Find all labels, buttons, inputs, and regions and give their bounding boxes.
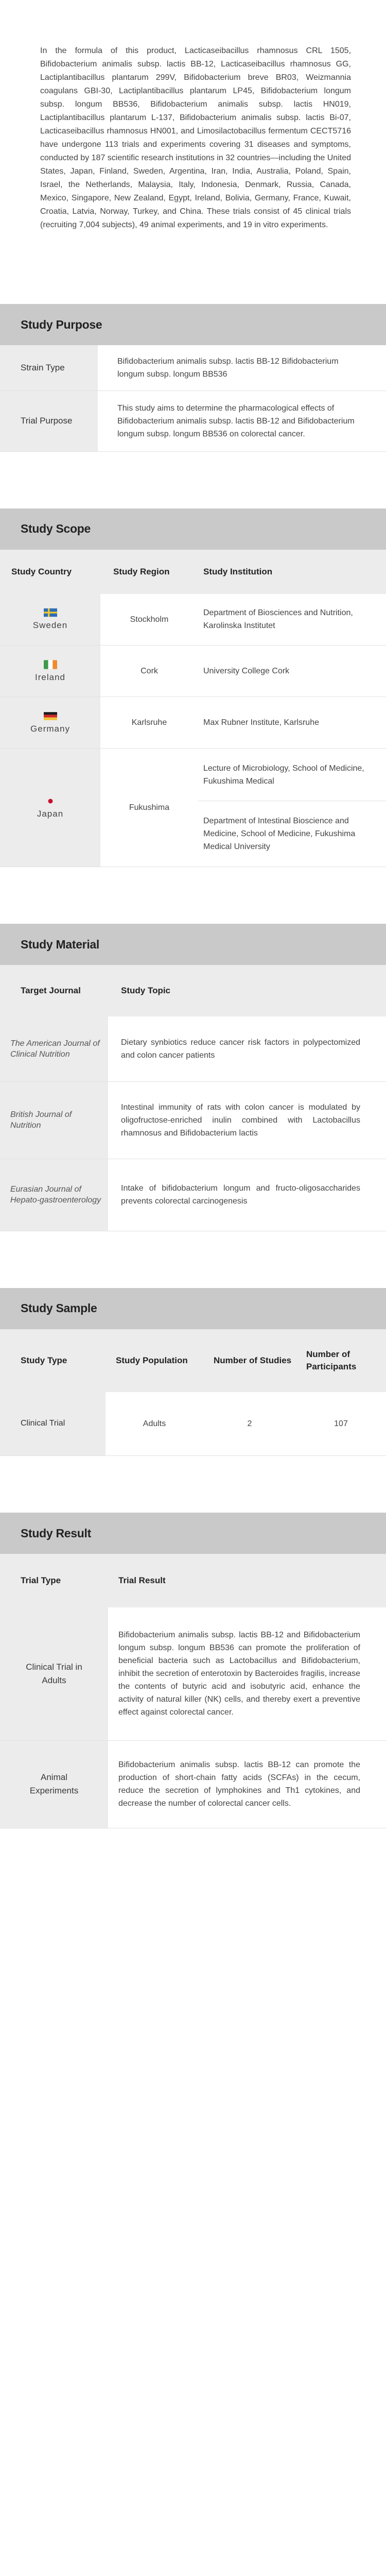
study-purpose-title: Study Purpose bbox=[0, 304, 386, 345]
country-name: Ireland bbox=[35, 672, 65, 682]
scope-institution: University College Cork bbox=[198, 646, 386, 697]
ireland-flag-icon bbox=[44, 660, 57, 669]
scope-region: Cork bbox=[100, 646, 198, 697]
sample-type-value: Clinical Trial bbox=[0, 1392, 106, 1456]
strain-type-value: Bifidobacterium animalis subsp. lactis BB-12 Bifidobacterium longum subsp. longum BB536 bbox=[98, 345, 386, 391]
study-purpose-table bbox=[0, 345, 386, 452]
sample-header-studies: Number of Studies bbox=[203, 1329, 296, 1392]
scope-header-region: Study Region bbox=[100, 550, 198, 594]
material-topic: Intestinal immunity of rats with colon cancer is modulated by oligofructose-enriched inulin combined with Lactobacillus rhamnosus and Bifidobacterium lactis bbox=[108, 1081, 386, 1159]
study-material-table bbox=[0, 965, 386, 1231]
country-name: Sweden bbox=[32, 620, 68, 631]
trial-purpose-label: Trial Purpose bbox=[0, 391, 98, 451]
germany-flag-icon bbox=[44, 711, 57, 721]
trial-purpose-value: This study aims to determine the pharmacological effects of Bifidobacterium animalis subsp. lactis BB-12 and Bifidobacterium longum subsp. longum BB536 on colorectal cancer. bbox=[98, 391, 386, 451]
result-header-result: Trial Result bbox=[108, 1554, 386, 1607]
result-type: Clinical Trial in Adults bbox=[0, 1607, 108, 1740]
material-header-journal: Target Journal bbox=[0, 965, 108, 1016]
sample-header-type: Study Type bbox=[0, 1329, 106, 1392]
material-topic: Dietary synbiotics reduce cancer risk factors in polypectomized and colon cancer patients bbox=[108, 1016, 386, 1081]
study-result-title: Study Result bbox=[0, 1513, 386, 1554]
result-header-type: Trial Type bbox=[0, 1554, 108, 1607]
study-material-title: Study Material bbox=[0, 924, 386, 965]
sample-participants-value: 107 bbox=[296, 1392, 386, 1456]
sample-studies-value: 2 bbox=[203, 1392, 296, 1456]
scope-country-sweden bbox=[0, 594, 100, 646]
scope-country-japan bbox=[0, 749, 100, 867]
sample-population-value: Adults bbox=[106, 1392, 203, 1456]
study-scope-title: Study Scope bbox=[0, 509, 386, 550]
study-sample-table bbox=[0, 1329, 386, 1456]
country-name: Japan bbox=[37, 808, 64, 819]
scope-region: Fukushima bbox=[100, 749, 198, 867]
study-scope-table bbox=[0, 550, 386, 868]
scope-institution: Max Rubner Institute, Karlsruhe bbox=[198, 697, 386, 749]
result-text: Bifidobacterium animalis subsp. lactis BB-12 can promote the production of short-chain fatty acids (SCFAs) in the cecum, reduce the secretion of lymphokines and Th1 cytokines, and decrease the number of colorectal cancer cells. bbox=[108, 1740, 386, 1828]
scope-region: Karlsruhe bbox=[100, 697, 198, 749]
scope-region: Stockholm bbox=[100, 594, 198, 646]
material-journal: The American Journal of Clinical Nutrition bbox=[0, 1016, 108, 1081]
japan-flag-icon bbox=[44, 796, 57, 806]
result-type: Animal Experiments bbox=[0, 1740, 108, 1828]
scope-header-country: Study Country bbox=[0, 550, 100, 594]
scope-country-ireland bbox=[0, 646, 100, 697]
scope-country-germany bbox=[0, 697, 100, 749]
study-result-table bbox=[0, 1554, 386, 1828]
country-name: Germany bbox=[30, 723, 70, 734]
scope-header-institution: Study Institution bbox=[198, 550, 386, 594]
material-journal: Eurasian Journal of Hepato-gastroenterology bbox=[0, 1159, 108, 1231]
strain-type-label: Strain Type bbox=[0, 345, 98, 391]
material-topic: Intake of bifidobacterium longum and fructo-oligosaccharides prevents colorectal carcinogenesis bbox=[108, 1159, 386, 1231]
sample-header-population: Study Population bbox=[106, 1329, 203, 1392]
material-journal: British Journal of Nutrition bbox=[0, 1081, 108, 1159]
scope-institution: Department of Intestinal Bioscience and Medicine, School of Medicine, Fukushima Medical University bbox=[198, 801, 386, 867]
study-sample-title: Study Sample bbox=[0, 1288, 386, 1329]
sample-header-participants: Number of Participants bbox=[296, 1329, 386, 1392]
scope-institution: Lecture of Microbiology, School of Medicine, Fukushima Medical bbox=[198, 749, 386, 801]
result-text: Bifidobacterium animalis subsp. lactis BB-12 and Bifidobacterium longum subsp. longum BB536 can promote the proliferation of beneficial bacteria such as Lactobacillus and Bifidobacterium, inhibit the secretion of enterotoxin by Bacteroides fragilis, increase the contents of butyric acid and isobutyric acid, enhance the activity of natural killer (NK) cells, and thereby exert a preventive effect against colorectal cancer. bbox=[108, 1607, 386, 1740]
scope-institution: Department of Biosciences and Nutrition, Karolinska Institutet bbox=[198, 594, 386, 646]
intro-paragraph: In the formula of this product, Lacticaseibacillus rhamnosus CRL 1505, Bifidobacterium animalis subsp. lactis BB-12, Lacticaseibacillus rhamnosus GG, Lactiplantibacillus plantarum 299V, Bifidobacterium breve BR03, Weizmannia coagulans GBI-30, Lactiplantibacillus plantarum LP45, Bifidobacterium longum subsp. longum BB536, Bifidobacterium animalis subsp. lactis HN019, Lactiplantibacillus plantarum L-137, Bifidobacterium animalis subsp. lactis Bi-07, Lacticaseibacillus rhamnosus HN001, and Limosilactobacillus fermentum CECT5716 have undergone 113 trials and experiments covering 31 diseases and symptoms, conducted by 187 scientific research institutions in 32 countries—including the United States, Japan, Finland, Sweden, Argentina, Iran, India, Australia, Poland, Spain, Israel, the Netherlands, Malaysia, Italy, Indonesia, Denmark, Russia, Canada, Mexico, Singapore, New Zealand, Egypt, Ireland, Bolivia, Germany, France, Kuwait, Croatia, Latvia, Norway, Turkey, and China. These trials consist of 45 clinical trials (recruiting 7,004 subjects), 49 animal experiments, and 19 in vitro experiments. bbox=[40, 46, 351, 229]
material-header-topic: Study Topic bbox=[108, 965, 386, 1016]
sweden-flag-icon bbox=[44, 608, 57, 617]
